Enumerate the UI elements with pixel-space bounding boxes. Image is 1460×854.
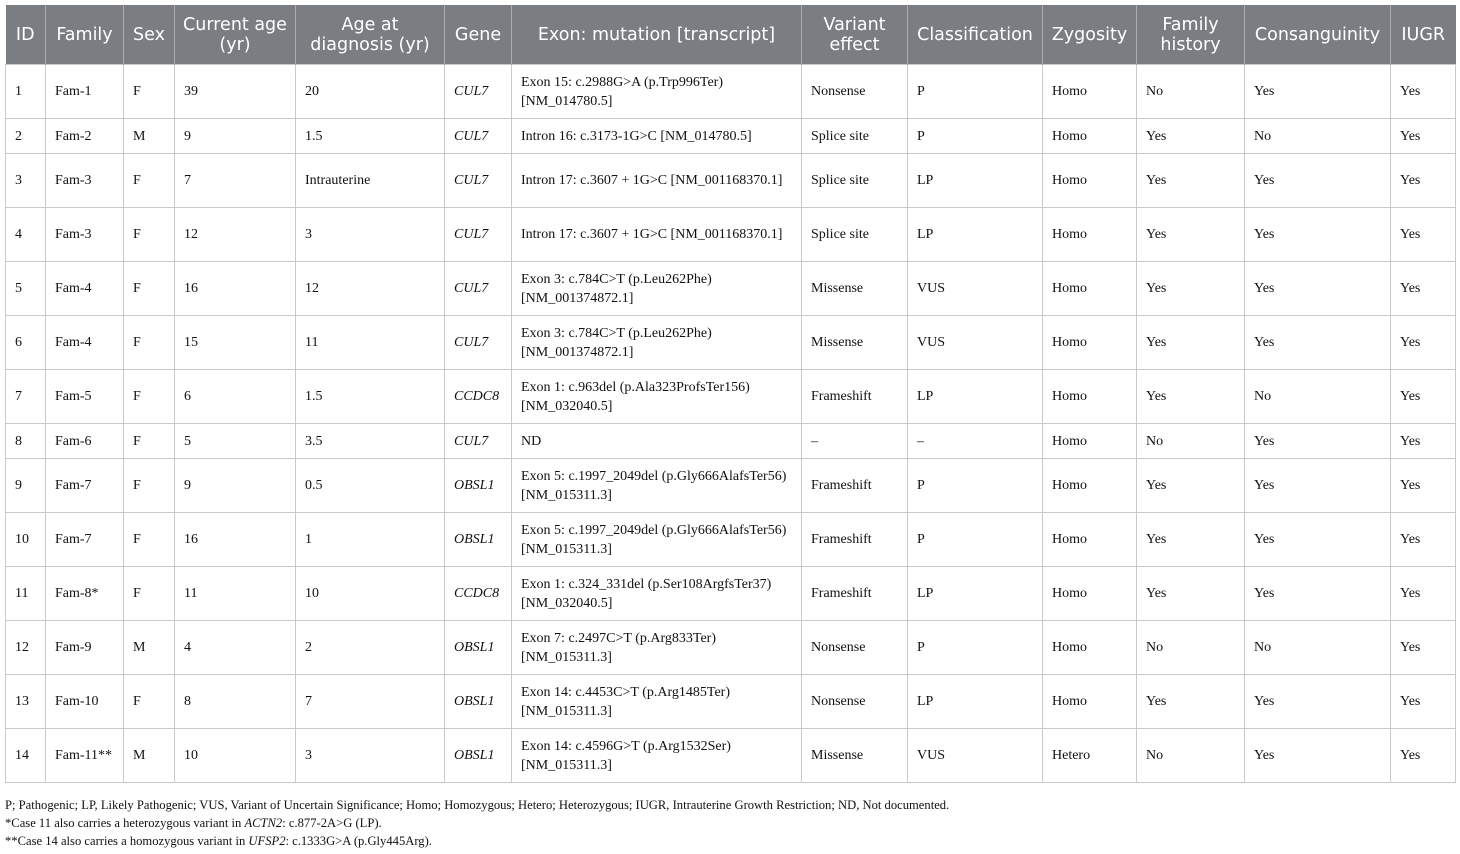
cell-variant-effect: – — [802, 424, 908, 459]
cell-iugr: Yes — [1391, 513, 1456, 567]
cell-sex: F — [124, 208, 175, 262]
cell-consanguinity: No — [1245, 119, 1391, 154]
cell-id: 3 — [6, 154, 46, 208]
cell-family: Fam-3 — [46, 208, 124, 262]
cell-mutation: Intron 17: c.3607 + 1G>C [NM_001168370.1] — [512, 208, 802, 262]
cell-zygosity: Hetero — [1043, 729, 1137, 783]
cell-classification: P — [908, 119, 1043, 154]
cell-consanguinity: Yes — [1245, 729, 1391, 783]
cell-zygosity: Homo — [1043, 370, 1137, 424]
header-family: Family — [46, 5, 124, 65]
cell-variant-effect: Splice site — [802, 119, 908, 154]
cell-classification: VUS — [908, 316, 1043, 370]
cell-iugr: Yes — [1391, 262, 1456, 316]
cell-age-at-diagnosis: 3.5 — [296, 424, 445, 459]
cell-gene: OBSL1 — [445, 459, 512, 513]
cell-id: 11 — [6, 567, 46, 621]
cell-age-at-diagnosis: 11 — [296, 316, 445, 370]
cell-zygosity: Homo — [1043, 675, 1137, 729]
table-row — [6, 729, 1456, 783]
table-row — [6, 119, 1456, 154]
cell-id: 1 — [6, 65, 46, 119]
cell-age-at-diagnosis: 3 — [296, 208, 445, 262]
cell-classification: LP — [908, 208, 1043, 262]
cell-classification: P — [908, 513, 1043, 567]
cell-sex: F — [124, 424, 175, 459]
cell-id: 4 — [6, 208, 46, 262]
cell-family: Fam-7 — [46, 459, 124, 513]
cell-zygosity: Homo — [1043, 621, 1137, 675]
cell-iugr: Yes — [1391, 119, 1456, 154]
header-id: ID — [6, 5, 46, 65]
cell-age-at-diagnosis: 1.5 — [296, 119, 445, 154]
cell-gene: OBSL1 — [445, 675, 512, 729]
cell-current-age: 6 — [175, 370, 296, 424]
cell-id: 2 — [6, 119, 46, 154]
cell-family-history: Yes — [1137, 208, 1245, 262]
cell-zygosity: Homo — [1043, 567, 1137, 621]
cell-current-age: 15 — [175, 316, 296, 370]
cell-consanguinity: No — [1245, 370, 1391, 424]
cell-sex: M — [124, 621, 175, 675]
cell-gene: CUL7 — [445, 316, 512, 370]
cell-consanguinity: Yes — [1245, 675, 1391, 729]
cell-sex: M — [124, 729, 175, 783]
cell-iugr: Yes — [1391, 675, 1456, 729]
cell-classification: LP — [908, 370, 1043, 424]
table-container — [5, 5, 1455, 783]
cell-family: Fam-4 — [46, 262, 124, 316]
cell-id: 5 — [6, 262, 46, 316]
cell-iugr: Yes — [1391, 729, 1456, 783]
cell-age-at-diagnosis: 1 — [296, 513, 445, 567]
cell-family-history: No — [1137, 729, 1245, 783]
cell-iugr: Yes — [1391, 459, 1456, 513]
cell-consanguinity: No — [1245, 621, 1391, 675]
cell-family-history: No — [1137, 65, 1245, 119]
header-zygosity: Zygosity — [1043, 5, 1137, 65]
cell-gene: OBSL1 — [445, 621, 512, 675]
cell-current-age: 11 — [175, 567, 296, 621]
table-row — [6, 567, 1456, 621]
cell-zygosity: Homo — [1043, 208, 1137, 262]
cell-variant-effect: Missense — [802, 729, 908, 783]
cell-zygosity: Homo — [1043, 513, 1137, 567]
cell-family-history: No — [1137, 621, 1245, 675]
cell-mutation: Exon 7: c.2497C>T (p.Arg833Ter) [NM_015311.3] — [512, 621, 802, 675]
cell-mutation: Intron 16: c.3173-1G>C [NM_014780.5] — [512, 119, 802, 154]
cell-id: 13 — [6, 675, 46, 729]
cell-family: Fam-3 — [46, 154, 124, 208]
table-body — [6, 65, 1456, 783]
cell-zygosity: Homo — [1043, 65, 1137, 119]
cell-consanguinity: Yes — [1245, 424, 1391, 459]
cell-classification: – — [908, 424, 1043, 459]
table-row — [6, 370, 1456, 424]
cell-age-at-diagnosis: 20 — [296, 65, 445, 119]
cell-current-age: 4 — [175, 621, 296, 675]
cell-current-age: 16 — [175, 262, 296, 316]
cell-iugr: Yes — [1391, 316, 1456, 370]
cell-sex: F — [124, 370, 175, 424]
cell-sex: F — [124, 459, 175, 513]
cell-family-history: Yes — [1137, 262, 1245, 316]
cell-classification: VUS — [908, 729, 1043, 783]
cell-mutation: Exon 1: c.963del (p.Ala323ProfsTer156) [NM_032040.5] — [512, 370, 802, 424]
cell-id: 14 — [6, 729, 46, 783]
cell-variant-effect: Nonsense — [802, 65, 908, 119]
cell-classification: P — [908, 621, 1043, 675]
cell-family: Fam-10 — [46, 675, 124, 729]
cell-current-age: 9 — [175, 459, 296, 513]
cell-gene: CCDC8 — [445, 567, 512, 621]
cell-zygosity: Homo — [1043, 459, 1137, 513]
cell-age-at-diagnosis: 2 — [296, 621, 445, 675]
cell-sex: F — [124, 567, 175, 621]
table-footnotes — [5, 796, 1455, 850]
cell-id: 9 — [6, 459, 46, 513]
cell-classification: P — [908, 65, 1043, 119]
cell-iugr: Yes — [1391, 65, 1456, 119]
cell-sex: F — [124, 675, 175, 729]
cell-family-history: No — [1137, 424, 1245, 459]
cell-family: Fam-7 — [46, 513, 124, 567]
cell-consanguinity: Yes — [1245, 154, 1391, 208]
cell-sex: M — [124, 119, 175, 154]
cell-id: 12 — [6, 621, 46, 675]
cell-variant-effect: Nonsense — [802, 675, 908, 729]
header-classification: Classification — [908, 5, 1043, 65]
cell-family: Fam-2 — [46, 119, 124, 154]
cell-variant-effect: Frameshift — [802, 567, 908, 621]
table-header — [6, 5, 1456, 65]
cell-mutation: Exon 5: c.1997_2049del (p.Gly666AlafsTer56) [NM_015311.3] — [512, 513, 802, 567]
cell-family: Fam-11** — [46, 729, 124, 783]
variant-table — [5, 5, 1456, 783]
cell-current-age: 7 — [175, 154, 296, 208]
cell-gene: OBSL1 — [445, 729, 512, 783]
cell-current-age: 39 — [175, 65, 296, 119]
cell-consanguinity: Yes — [1245, 208, 1391, 262]
table-row — [6, 316, 1456, 370]
header-current-age: Current age (yr) — [175, 5, 296, 65]
cell-age-at-diagnosis: 1.5 — [296, 370, 445, 424]
cell-family-history: Yes — [1137, 316, 1245, 370]
header-row — [6, 5, 1456, 65]
cell-zygosity: Homo — [1043, 262, 1137, 316]
cell-iugr: Yes — [1391, 621, 1456, 675]
cell-mutation: Exon 5: c.1997_2049del (p.Gly666AlafsTer56) [NM_015311.3] — [512, 459, 802, 513]
cell-sex: F — [124, 513, 175, 567]
cell-family-history: Yes — [1137, 567, 1245, 621]
cell-family: Fam-9 — [46, 621, 124, 675]
cell-sex: F — [124, 65, 175, 119]
cell-age-at-diagnosis: 7 — [296, 675, 445, 729]
cell-variant-effect: Frameshift — [802, 370, 908, 424]
cell-gene: OBSL1 — [445, 513, 512, 567]
cell-id: 7 — [6, 370, 46, 424]
header-consanguinity: Consanguinity — [1245, 5, 1391, 65]
header-iugr: IUGR — [1391, 5, 1456, 65]
cell-mutation: ND — [512, 424, 802, 459]
header-family-history: Family history — [1137, 5, 1245, 65]
cell-age-at-diagnosis: Intrauterine — [296, 154, 445, 208]
cell-consanguinity: Yes — [1245, 567, 1391, 621]
cell-current-age: 12 — [175, 208, 296, 262]
header-variant-effect: Variant effect — [802, 5, 908, 65]
cell-age-at-diagnosis: 0.5 — [296, 459, 445, 513]
table-row — [6, 424, 1456, 459]
header-sex: Sex — [124, 5, 175, 65]
cell-gene: CCDC8 — [445, 370, 512, 424]
cell-variant-effect: Splice site — [802, 154, 908, 208]
cell-id: 8 — [6, 424, 46, 459]
table-row — [6, 65, 1456, 119]
cell-variant-effect: Missense — [802, 262, 908, 316]
cell-classification: VUS — [908, 262, 1043, 316]
cell-variant-effect: Nonsense — [802, 621, 908, 675]
cell-family: Fam-4 — [46, 316, 124, 370]
cell-age-at-diagnosis: 3 — [296, 729, 445, 783]
cell-family: Fam-5 — [46, 370, 124, 424]
cell-sex: F — [124, 154, 175, 208]
header-mutation: Exon: mutation [transcript] — [512, 5, 802, 65]
cell-gene: CUL7 — [445, 119, 512, 154]
cell-mutation: Intron 17: c.3607 + 1G>C [NM_001168370.1] — [512, 154, 802, 208]
cell-family: Fam-8* — [46, 567, 124, 621]
table-row — [6, 621, 1456, 675]
cell-mutation: Exon 3: c.784C>T (p.Leu262Phe) [NM_001374872.1] — [512, 262, 802, 316]
cell-family-history: Yes — [1137, 675, 1245, 729]
header-age-at-diagnosis: Age at diagnosis (yr) — [296, 5, 445, 65]
abbreviations-note: P; Pathogenic; LP, Likely Pathogenic; VUS, Variant of Uncertain Significance; Homo; Homozygous; Hetero; Heterozygous; IUGR, Intrauterine Growth Restriction; ND, Not documented. — [5, 798, 950, 812]
cell-iugr: Yes — [1391, 424, 1456, 459]
cell-iugr: Yes — [1391, 370, 1456, 424]
cell-current-age: 9 — [175, 119, 296, 154]
table-row — [6, 154, 1456, 208]
cell-mutation: Exon 3: c.784C>T (p.Leu262Phe) [NM_001374872.1] — [512, 316, 802, 370]
cell-id: 6 — [6, 316, 46, 370]
cell-family: Fam-6 — [46, 424, 124, 459]
cell-variant-effect: Frameshift — [802, 513, 908, 567]
cell-current-age: 8 — [175, 675, 296, 729]
cell-mutation: Exon 1: c.324_331del (p.Ser108ArgfsTer37) [NM_032040.5] — [512, 567, 802, 621]
cell-sex: F — [124, 316, 175, 370]
cell-current-age: 10 — [175, 729, 296, 783]
cell-zygosity: Homo — [1043, 316, 1137, 370]
cell-gene: CUL7 — [445, 424, 512, 459]
cell-family-history: Yes — [1137, 119, 1245, 154]
cell-consanguinity: Yes — [1245, 513, 1391, 567]
cell-family: Fam-1 — [46, 65, 124, 119]
cell-id: 10 — [6, 513, 46, 567]
cell-iugr: Yes — [1391, 567, 1456, 621]
footnote-case-11: *Case 11 also carries a heterozygous variant in ACTN2: c.877-2A>G (LP). — [5, 816, 382, 830]
cell-classification: P — [908, 459, 1043, 513]
table-row — [6, 262, 1456, 316]
cell-family-history: Yes — [1137, 154, 1245, 208]
cell-family-history: Yes — [1137, 459, 1245, 513]
cell-variant-effect: Splice site — [802, 208, 908, 262]
cell-sex: F — [124, 262, 175, 316]
header-gene: Gene — [445, 5, 512, 65]
cell-classification: LP — [908, 154, 1043, 208]
table-row — [6, 208, 1456, 262]
cell-zygosity: Homo — [1043, 119, 1137, 154]
cell-consanguinity: Yes — [1245, 262, 1391, 316]
cell-zygosity: Homo — [1043, 154, 1137, 208]
cell-mutation: Exon 15: c.2988G>A (p.Trp996Ter) [NM_014780.5] — [512, 65, 802, 119]
cell-mutation: Exon 14: c.4453C>T (p.Arg1485Ter) [NM_015311.3] — [512, 675, 802, 729]
cell-current-age: 16 — [175, 513, 296, 567]
table-row — [6, 459, 1456, 513]
cell-family-history: Yes — [1137, 513, 1245, 567]
cell-current-age: 5 — [175, 424, 296, 459]
cell-gene: CUL7 — [445, 154, 512, 208]
cell-gene: CUL7 — [445, 65, 512, 119]
cell-iugr: Yes — [1391, 154, 1456, 208]
table-row — [6, 675, 1456, 729]
cell-variant-effect: Frameshift — [802, 459, 908, 513]
cell-iugr: Yes — [1391, 208, 1456, 262]
cell-gene: CUL7 — [445, 208, 512, 262]
cell-gene: CUL7 — [445, 262, 512, 316]
footnote-case-14: **Case 14 also carries a homozygous variant in UFSP2: c.1333G>A (p.Gly445Arg). — [5, 834, 432, 848]
cell-consanguinity: Yes — [1245, 316, 1391, 370]
cell-age-at-diagnosis: 10 — [296, 567, 445, 621]
cell-variant-effect: Missense — [802, 316, 908, 370]
cell-classification: LP — [908, 567, 1043, 621]
cell-family-history: Yes — [1137, 370, 1245, 424]
cell-consanguinity: Yes — [1245, 65, 1391, 119]
cell-classification: LP — [908, 675, 1043, 729]
table-row — [6, 513, 1456, 567]
cell-age-at-diagnosis: 12 — [296, 262, 445, 316]
cell-consanguinity: Yes — [1245, 459, 1391, 513]
cell-mutation: Exon 14: c.4596G>T (p.Arg1532Ser) [NM_015311.3] — [512, 729, 802, 783]
cell-zygosity: Homo — [1043, 424, 1137, 459]
